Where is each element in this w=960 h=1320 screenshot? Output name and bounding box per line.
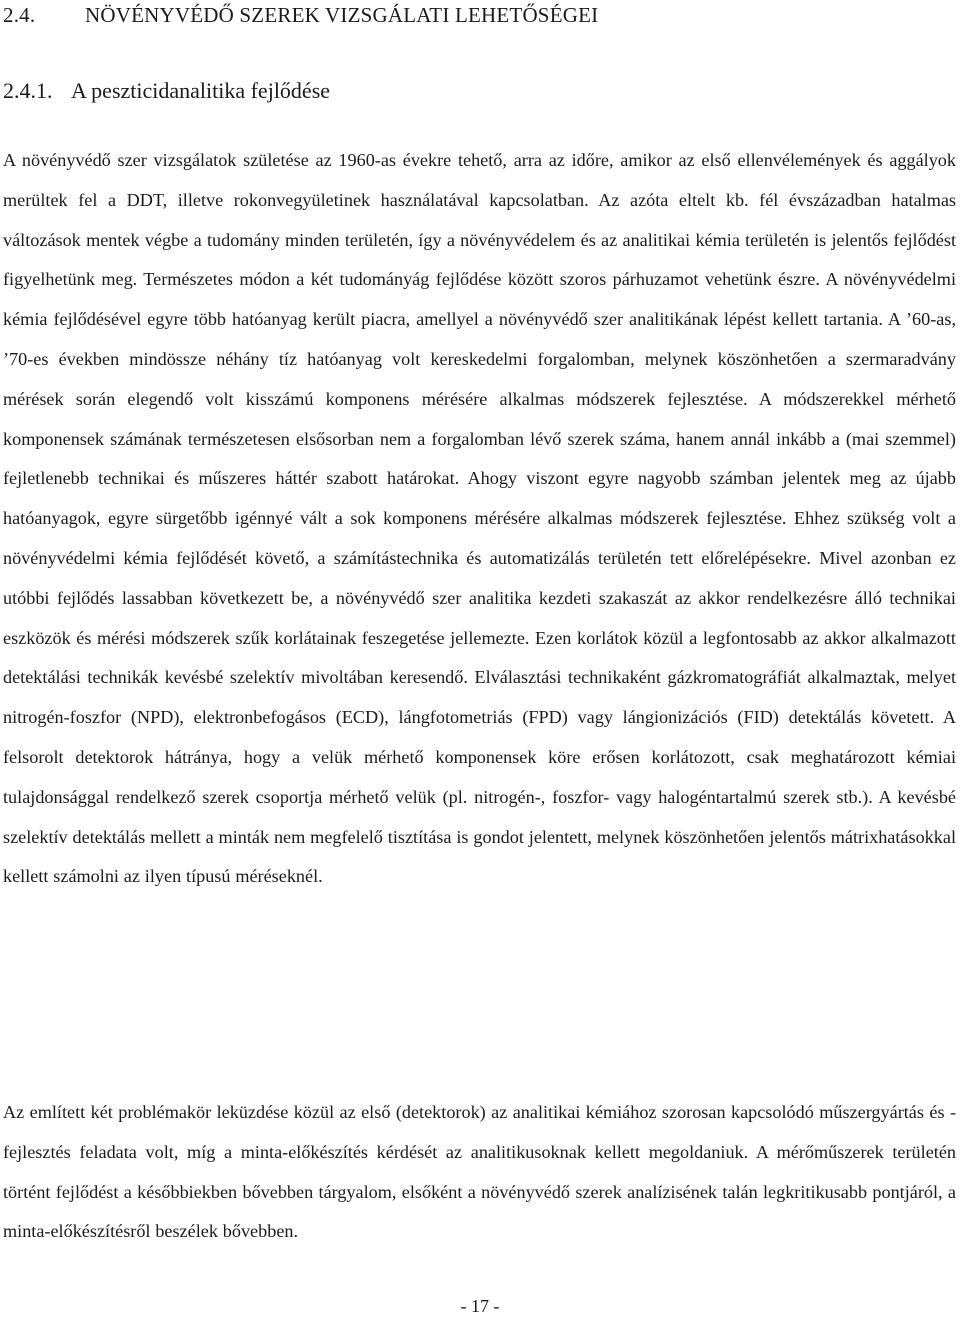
subsection-number: 2.4.1. bbox=[3, 78, 53, 103]
subsection-heading bbox=[3, 78, 330, 104]
section-number: 2.4. bbox=[3, 3, 36, 27]
section-heading bbox=[3, 3, 598, 27]
subsection-title: A peszticidanalitika fejlődése bbox=[71, 78, 331, 103]
body-paragraph: A növényvédő szer vizsgálatok születése az 1960-as évekre tehető, arra az időre, amikor az első ellenvélemények és aggályok merültek fel a DDT, illetve rokonvegyületinek használatával kapcsolatban. Az azóta eltelt kb. fél évszázadban hatalmas változások mentek végbe a tudomány minden területén, így a növényvédelem és az analitikai kémia területén is jelentős fejlődést figyelhetünk meg. Természetes módon a két tudományág fejlődése között szoros párhuzamot vehetünk észre. A növényvédelmi kémia fejlődésével egyre több hatóanyag került piacra, amellyel a növényvédő szer analitikának lépést kellett tartania. A ’60-as, ’70-es években mindössze néhány tíz hatóanyag volt kereskedelmi forgalomban, melynek köszönhetően a szermaradvány mérések során elegendő volt kisszámú komponens mérésére alkalmas módszerek fejlesztése. A módszerekkel mérhető komponensek számának természetesen elsősorban nem a forgalomban lévő szerek száma, hanem annál inkább a (mai szemmel) fejletlenebb technikai és műszeres háttér szabott határokat. Ahogy viszont egyre nagyobb számban jelentek meg az újabb hatóanyagok, egyre sürgetőbb igénnyé vált a sok komponens mérésére alkalmas módszerek fejlesztése. Ehhez szükség volt a növényvédelmi kémia fejlődését követő, a számítástechnika és automatizálás területén tett előrelépésekre. Mivel azonban ez utóbbi fejlődés lassabban következett be, a növényvédő szer analitika kezdeti szakaszát az akkor rendelkezésre álló technikai eszközök és mérési módszerek szűk korlátainak feszegetése jellemezte. Ezen korlátok közül a legfontosabb az akkor alkalmazott detektálási technikák kevésbé szelektív mivoltában keresendő. Elválasztási technikaként gázkromatográfiát alkalmaztak, melyet nitrogén-foszfor (NPD), elektronbefogásos (ECD), lángfotometriás (FPD) vagy lángionizációs (FID) detektálás követett. A felsorolt detektorok hátránya, hogy a velük mérhető komponensek köre erősen korlátozott, csak meghatározott kémiai tulajdonsággal rendelkező szerek csoportja mérhető velük (pl. nitrogén-, foszfor- vagy halogéntartalmú szerek stb.). A kevésbé szelektív detektálás mellett a minták nem megfelelő tisztítása is gondot jelentett, melynek köszönhetően jelentős mátrixhatásokkal kellett számolni az ilyen típusú méréseknél. bbox=[3, 150, 956, 887]
section-title: NÖVÉNYVÉDŐ SZEREK VIZSGÁLATI LEHETŐSÉGEI bbox=[85, 3, 599, 27]
body-paragraph: Az említett két problémakör leküzdése közül az első (detektorok) az analitikai kémiához szorosan kapcsolódó műszergyártás és -fejlesztés feladata volt, míg a minta-előkészítés kérdését az analitikusoknak kellett megoldaniuk. A mérőműszerek területén történt fejlődést a későbbiekben bővebben tárgyalom, elsőként a növényvédő szerek analízisének talán legkritikusabb pontjáról, a minta-előkészítésről beszélek bővebben. bbox=[3, 1102, 956, 1242]
page-number: - 17 - bbox=[460, 1296, 500, 1316]
